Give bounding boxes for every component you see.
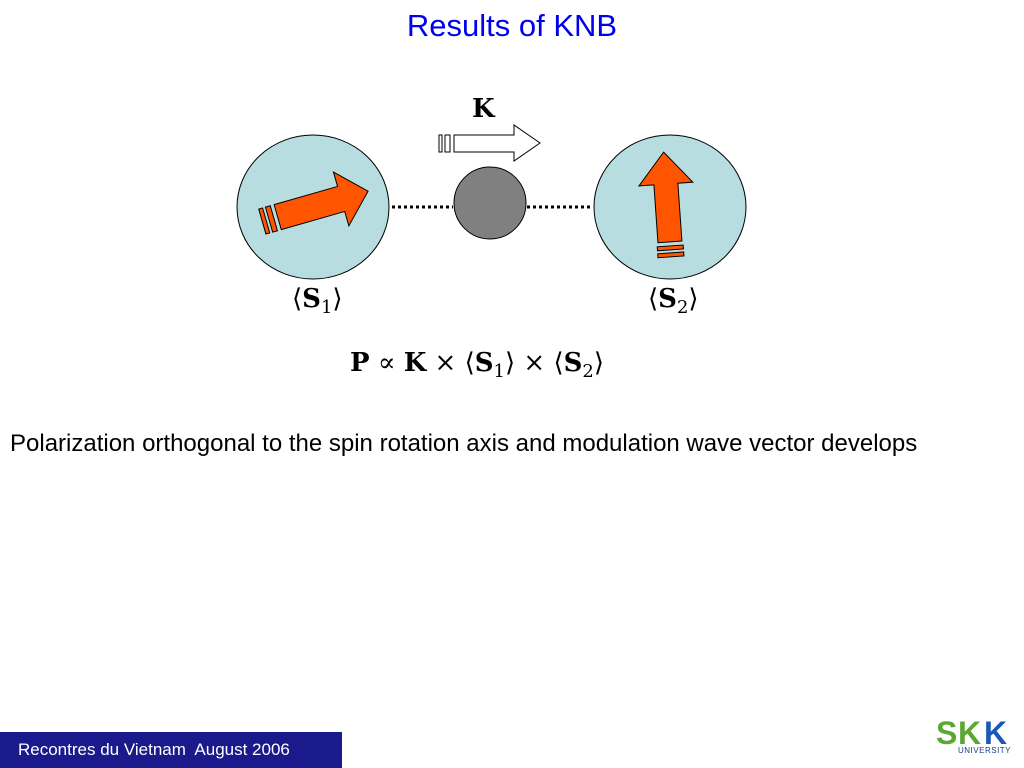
footer-banner: Recontres du Vietnam August 2006 bbox=[0, 732, 342, 768]
skk-logo-mark bbox=[934, 714, 1016, 748]
svg-text:K: K bbox=[958, 715, 982, 748]
s2-label: $⟨S_2⟩$ bbox=[648, 284, 699, 318]
slide-title: Results of KNB bbox=[406, 8, 618, 43]
logo-wordmark: UNIVERSITY bbox=[958, 746, 1012, 755]
s1-label: $⟨S_1⟩$ bbox=[292, 284, 343, 318]
polarization-formula: $P \propto K \times ⟨S_1⟩$ × $⟨S_2⟩$ bbox=[350, 348, 604, 382]
svg-text:S: S bbox=[936, 715, 958, 748]
skk-university-logo bbox=[934, 714, 1016, 762]
body-text: Polarization orthogonal to the spin rotation axis and modulation wave vector develops bbox=[10, 430, 918, 457]
k-label: K bbox=[472, 94, 495, 124]
k-vector-arrow bbox=[439, 125, 540, 161]
ligand-circle bbox=[454, 167, 526, 239]
svg-text:K: K bbox=[984, 715, 1008, 748]
